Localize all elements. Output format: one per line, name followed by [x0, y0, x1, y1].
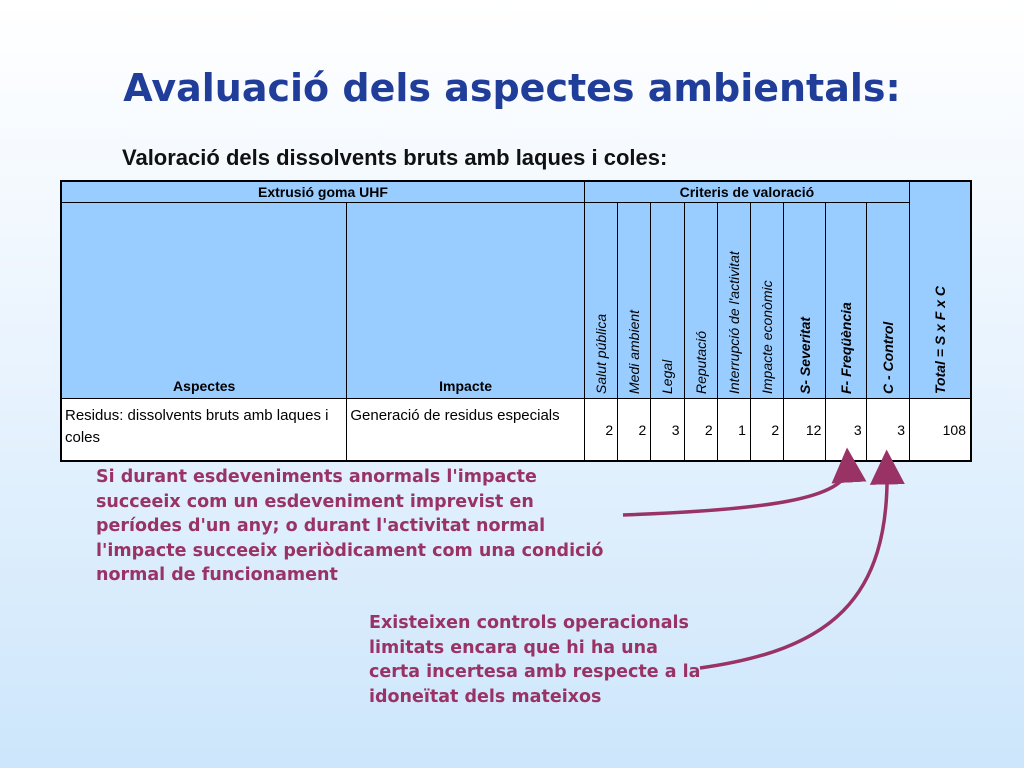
- control-note: Existeixen controls operacionals limitats encara que hi ha una certa incertesa amb respecte a la idoneïtat dels mateixos: [369, 613, 701, 707]
- header-impacte: Impacte: [347, 203, 585, 399]
- header-aspectes: Aspectes: [61, 203, 347, 399]
- cell-severity: 12: [784, 399, 826, 462]
- cell-value: 3: [651, 399, 684, 462]
- cell-value: 2: [584, 399, 617, 462]
- header-control-label: C - Control: [879, 321, 896, 394]
- control-arrow: [700, 467, 887, 668]
- header-severity: [784, 203, 826, 399]
- header-frequency-label: F- Freqüència: [838, 302, 855, 394]
- header-total: [909, 181, 971, 399]
- cell-value: 2: [750, 399, 783, 462]
- header-criterion: [684, 203, 717, 399]
- header-criterion-label: Medi ambient: [626, 309, 643, 394]
- header-criterion: [618, 203, 651, 399]
- table-subtitle: Valoració dels dissolvents bruts amb laques i coles:: [122, 145, 668, 170]
- group-header-criteria: Criteris de valoració: [584, 181, 909, 203]
- header-control: [866, 203, 909, 399]
- header-criterion: [651, 203, 684, 399]
- frequency-note: Si durant esdeveniments anormals l'impacte succeeix com un esdeveniment imprevist en períodes d'un any; o durant l'activitat normal l'impacte succeeix periòdicament com una condició normal de funcionament: [96, 467, 604, 585]
- group-header-extrusion: Extrusió goma UHF: [61, 181, 584, 203]
- header-frequency: [826, 203, 866, 399]
- evaluation-table: [60, 180, 972, 462]
- cell-frequency: 3: [826, 399, 866, 462]
- header-criterion: [584, 203, 617, 399]
- cell-control: 3: [866, 399, 909, 462]
- header-criterion-label: Salut pública: [593, 313, 609, 394]
- header-criterion-label: Interrupció de l'activitat: [725, 251, 742, 394]
- header-criterion-label: Impacte econòmic: [759, 280, 776, 394]
- cell-impacte: Generació de residus especials: [347, 399, 585, 462]
- cell-total: 108: [909, 399, 971, 462]
- header-criterion-label: Legal: [659, 359, 676, 394]
- cell-value: 1: [717, 399, 750, 462]
- header-total-label: Total = S x F x C: [931, 285, 948, 394]
- header-criterion-label: Reputació: [692, 330, 709, 394]
- frequency-arrow: [623, 465, 848, 515]
- header-criterion: [717, 203, 750, 399]
- slide-title: Avaluació dels aspectes ambientals:: [123, 66, 901, 110]
- header-severity-label: S- Severitat: [796, 316, 813, 394]
- cell-aspecte: Residus: dissolvents bruts amb laques i coles: [61, 399, 347, 462]
- table-row: [61, 399, 971, 462]
- header-criterion: [750, 203, 783, 399]
- cell-value: 2: [684, 399, 717, 462]
- cell-value: 2: [618, 399, 651, 462]
